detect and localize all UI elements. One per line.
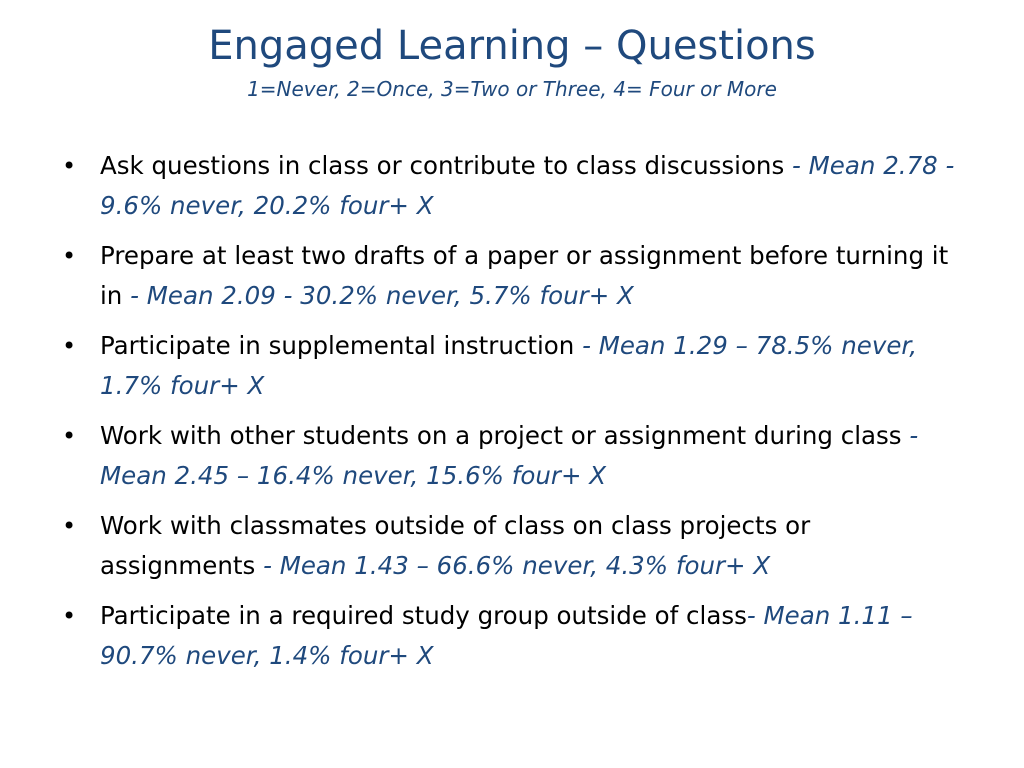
bullet-item-supplemental-instruction bbox=[62, 326, 962, 406]
bullet-icon: • bbox=[62, 422, 77, 450]
bullet-list bbox=[62, 146, 962, 686]
bullet-icon: • bbox=[62, 242, 77, 270]
bullet-stat: - Mean 2.78 - 9.6% never, 20.2% four+ X bbox=[100, 151, 955, 220]
bullet-item-work-in-class bbox=[62, 416, 962, 496]
bullet-icon: • bbox=[62, 152, 77, 180]
bullet-text: Participate in a required study group outside of class bbox=[100, 601, 747, 630]
bullet-item-prepare-drafts bbox=[62, 236, 962, 316]
bullet-text: Work with classmates outside of class on class projects or assignments bbox=[100, 511, 811, 580]
slide-title: Engaged Learning – Questions bbox=[208, 23, 816, 69]
bullet-icon: • bbox=[62, 332, 77, 360]
bullet-text: Work with other students on a project or assignment during class bbox=[100, 421, 910, 450]
bullet-text: Participate in supplemental instruction bbox=[100, 331, 583, 360]
bullet-item-study-group bbox=[62, 596, 962, 676]
title-block bbox=[0, 18, 1024, 104]
bullet-icon: • bbox=[62, 602, 77, 630]
bullet-stat: - Mean 2.09 - 30.2% never, 5.7% four+ X bbox=[130, 281, 634, 310]
bullet-stat: - Mean 1.43 – 66.6% never, 4.3% four+ X bbox=[263, 551, 771, 580]
slide-subtitle: 1=Never, 2=Once, 3=Two or Three, 4= Four or More bbox=[247, 77, 777, 101]
bullet-icon: • bbox=[62, 512, 77, 540]
bullet-item-ask-questions bbox=[62, 146, 962, 226]
bullet-text: Ask questions in class or contribute to class discussions bbox=[100, 151, 793, 180]
bullet-stat: - Mean 1.29 – 78.5% never, 1.7% four+ X bbox=[100, 331, 918, 400]
bullet-item-work-outside-class bbox=[62, 506, 962, 586]
bullet-text: Prepare at least two drafts of a paper or assignment before turning it in bbox=[100, 241, 949, 310]
bullet-stat: - Mean 1.11 – 90.7% never, 1.4% four+ X bbox=[100, 601, 913, 670]
bullet-stat: - Mean 2.45 – 16.4% never, 15.6% four+ X bbox=[100, 421, 919, 490]
